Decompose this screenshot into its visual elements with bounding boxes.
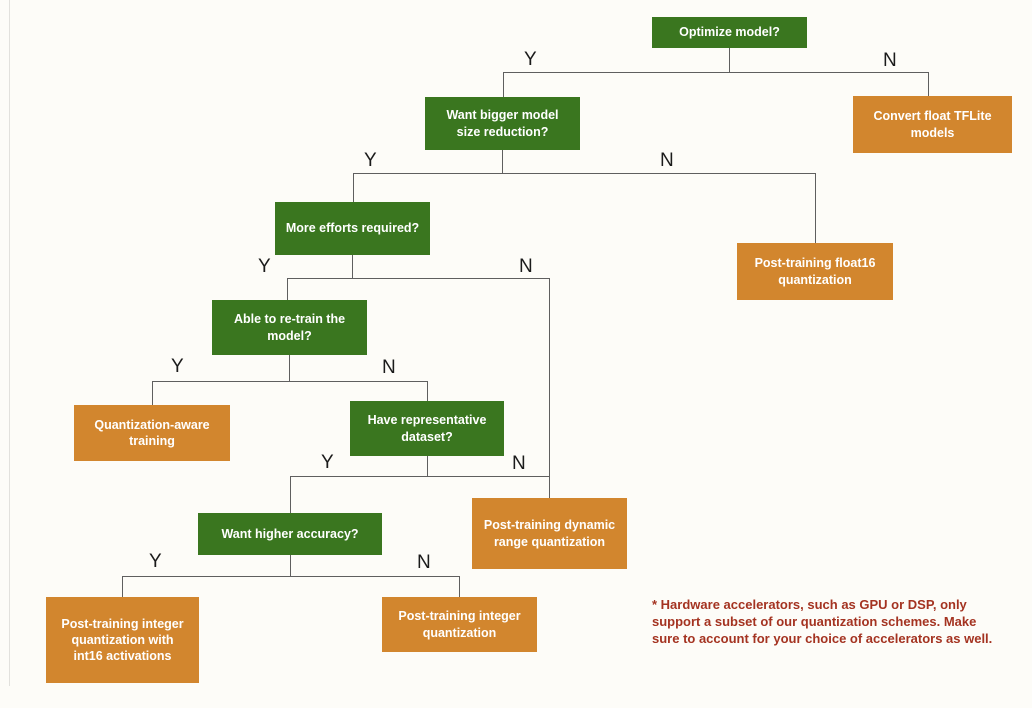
node-label: Have representative dataset? bbox=[367, 413, 487, 444]
branch-label-no: N bbox=[883, 50, 897, 71]
node-able-to-retrain-the-model bbox=[212, 300, 367, 355]
connector bbox=[928, 72, 929, 96]
connector bbox=[290, 476, 291, 513]
connector bbox=[503, 72, 929, 73]
connector bbox=[459, 576, 460, 597]
connector bbox=[122, 576, 123, 597]
node-post-training-integer-quantization bbox=[382, 597, 537, 652]
node-label: Want bigger model size reduction? bbox=[446, 108, 559, 139]
branch-label-yes: Y bbox=[364, 150, 377, 171]
connector bbox=[353, 173, 354, 202]
connector bbox=[549, 278, 550, 498]
connector bbox=[729, 48, 730, 73]
node-label: Post-training integer quantization bbox=[398, 609, 521, 640]
connector bbox=[290, 555, 291, 576]
node-label: Optimize model? bbox=[679, 25, 780, 40]
branch-label-no: N bbox=[519, 256, 533, 277]
branch-label-yes: Y bbox=[149, 551, 162, 572]
branch-label-no: N bbox=[417, 552, 431, 573]
node-post-training-float16-quantization bbox=[737, 243, 893, 300]
connector bbox=[815, 173, 816, 243]
connector bbox=[287, 278, 288, 300]
branch-label-no: N bbox=[382, 357, 396, 378]
node-post-training-integer-quantization-int16 bbox=[46, 597, 199, 683]
hardware-accelerators-footnote: * Hardware accelerators, such as GPU or DSP, only support a subset of our quantization schemes. Make sure to account for your choice of accelerators as well. bbox=[652, 597, 993, 646]
connector bbox=[152, 381, 427, 382]
branch-label-yes: Y bbox=[171, 356, 184, 377]
branch-label-yes: Y bbox=[524, 49, 537, 70]
node-quantization-aware-training bbox=[74, 405, 230, 461]
connector bbox=[122, 576, 459, 577]
node-more-efforts-required bbox=[275, 202, 430, 255]
node-convert-float-tflite-models bbox=[853, 96, 1012, 153]
node-post-training-dynamic-range-quantization bbox=[472, 498, 627, 569]
node-want-bigger-model-size-reduction bbox=[425, 97, 580, 150]
connector bbox=[503, 72, 504, 97]
connector bbox=[352, 255, 353, 278]
connector bbox=[427, 381, 428, 401]
node-have-representative-dataset bbox=[350, 401, 504, 456]
node-optimize-model bbox=[652, 17, 807, 48]
node-label: Quantization-aware training bbox=[94, 417, 210, 448]
left-edge-line bbox=[9, 0, 10, 686]
connector bbox=[502, 150, 503, 173]
node-label: More efforts required? bbox=[285, 221, 420, 236]
node-label: Want higher accuracy? bbox=[221, 526, 359, 541]
branch-label-yes: Y bbox=[258, 256, 271, 277]
branch-label-no: N bbox=[512, 453, 526, 474]
node-label: Post-training float16 quantization bbox=[754, 256, 876, 287]
connector bbox=[290, 476, 549, 477]
connector bbox=[427, 456, 428, 476]
connector bbox=[289, 355, 290, 381]
connector bbox=[287, 278, 549, 279]
branch-label-yes: Y bbox=[321, 452, 334, 473]
branch-label-no: N bbox=[660, 150, 674, 171]
node-label: Post-training integer quantization with int16 activations bbox=[61, 616, 184, 664]
connector bbox=[152, 381, 153, 405]
node-label: Convert float TFLite models bbox=[873, 109, 992, 140]
node-label: Able to re-train the model? bbox=[233, 312, 346, 343]
node-label: Post-training dynamic range quantization bbox=[483, 518, 616, 549]
node-want-higher-accuracy bbox=[198, 513, 382, 555]
connector bbox=[353, 173, 815, 174]
